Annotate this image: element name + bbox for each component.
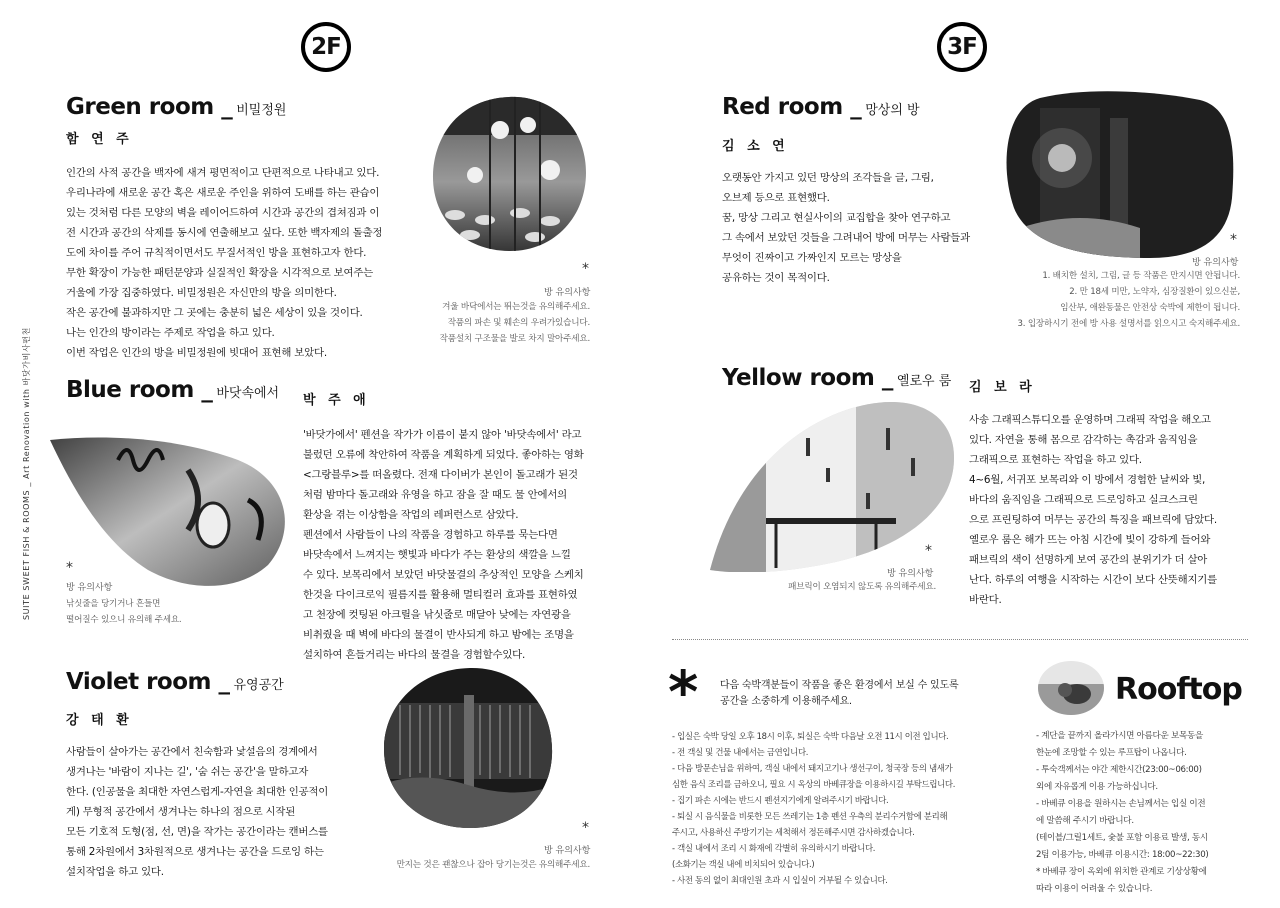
violet-room-photo bbox=[380, 665, 556, 831]
blue-room-note-star: * bbox=[66, 560, 73, 576]
red-room-title-ko: 망상의 방 bbox=[865, 103, 920, 118]
red-room-photo bbox=[1000, 88, 1236, 260]
blue-room-description: '바닷가에서' 펜션을 작가가 이름이 붙지 않아 '바닷속에서' 라고 불렀던 오류에 착안하여 작품을 계획하게 되었다. 좋아하는 영화 <그랑블루>를 떠올렸다. 전재 다이버가 본인이 돌고래가 된것 처럼 밤마다 돌고래와 유영을 하고 잠을 잘 때도 물 안에서의 환상을 겪는 이상함을 작업의 레퍼런스로 삼았다. 펜션에서 사람들이 나의 작품을 경험하고 하루를 묵는다면 바닷속에서 느껴지는 햇빛과 바다가 주는 환상의 색깔을 느낄 수 있다. 보목리에서 보았던 바닷물결의 추상적인 모양을 스케치 한것을 다이크로익 필름지를 활용해 멀티컬러 효과를 표현하였 고 천장에 컷팅된 아크릴을 낚싯줄로 매달아 낮에는 자연광을 비취줬을 때 벽에 바다의 물결이 반사되게 하고 밤에는 조명을 설치하여 흔들거리는 바다의 물결을 경험할수있다. bbox=[303, 429, 584, 661]
green-room-title-ko: 비밀정원 bbox=[236, 103, 287, 118]
yellow-room-title-ko: 옐로우 룸 bbox=[896, 374, 952, 389]
red-room-title-en: Red room _ bbox=[722, 94, 862, 120]
yellow-room-note-star: * bbox=[925, 543, 932, 559]
green-room-note-star: * bbox=[582, 261, 589, 277]
yellow-room-title-en: Yellow room _ bbox=[722, 365, 893, 391]
blue-room-title-ko: 바닷속에서 bbox=[216, 386, 280, 401]
blue-room-note-label: 방 유의사항 bbox=[66, 583, 113, 593]
green-room-photo bbox=[430, 95, 588, 253]
guide-rules: - 입실은 숙박 당일 오후 18시 이후, 퇴실은 숙박 다음날 오전 11시 이전 입니다. - 전 객실 및 건물 내에서는 금연입니다. - 다음 방문손님을 위하여, 객실 내에서 돼지고기나 생선구이, 청국장 등의 냄새가 심한 음식 조리를 금하오니, 필요 시 옥상의 바베큐장을 이용하시길 부탁드립니다. - 집기 파손 시에는 반드시 펜션지기에게 알려주시기 바랍니다. - 퇴실 시 음식물을 비롯한 모든 쓰레기는 1층 펜션 우측의 분리수거함에 분리해 주시고, 사용하신 주방기기는 세척해서 정돈해주시면 감사하겠습니다. - 객실 내에서 조리 시 화재에 각별히 유의하시기 바랍니다. (소화기는 객실 내에 비치되어 있습니다.) - 사전 동의 없이 최대인원 초과 시 입실이 거부될 수 있습니다. bbox=[672, 731, 956, 885]
green-room-title-en: Green room _ bbox=[66, 94, 233, 120]
red-room-notes: 1. 배치한 설치, 그림, 글 등 작품은 만지시면 안됩니다. 2. 만 18세 미만, 노약자, 심장질환이 있으신분, 임산부, 애완동물은 안전상 숙박에 제한이 됩니다. 3. 입장하시기 전에 방 사용 설명서를 읽으시고 숙지해주세요. bbox=[1017, 271, 1240, 329]
green-room-notes: 겨울 바닥에서는 뛰는것을 유의해주세요. 작품의 파손 및 훼손의 우려가있습니다. 작품설치 구조물을 발로 차지 말아주세요. bbox=[439, 302, 590, 344]
red-room-note-star: * bbox=[1230, 232, 1237, 248]
yellow-room-note-label: 방 유의사항 bbox=[887, 569, 934, 579]
yellow-room-photo bbox=[706, 398, 956, 572]
green-room-description: 인간의 사적 공간을 백자에 새겨 평면적이고 단편적으로 나타내고 있다. 우리나라에 새로운 공간 혹은 새로운 주인을 위하여 도배를 하는 관습이 있는 것처럼 다른 모양의 벽을 레이어드하여 시간과 공간의 겹쳐짐과 이 전 시간과 공간의 삭제를 동시에 연출해보고 싶다. 또한 백자제의 돌출정 도에 차이를 주어 규칙적이면서도 무질서적인 방을 표현하고자 한다. 무한 확장이 가능한 패턴문양과 실질적인 확장을 시각적으로 보여주는 거울에 가장 집중하였다. 비밀정원은 자신만의 방을 의미한다. 작은 공간에 불과하지만 그 곳에는 충분히 넓은 세상이 있을 것이다. 나는 인간의 방이라는 주제로 작업을 하고 있다. 이번 작업은 인간의 방을 비밀정원에 빗대어 표현해 보았다. bbox=[66, 167, 383, 359]
blue-room-title bbox=[66, 377, 279, 403]
blue-room-title-en: Blue room _ bbox=[66, 377, 213, 403]
blue-room-photo bbox=[48, 430, 292, 590]
violet-room-note-star: * bbox=[582, 820, 589, 836]
rooftop-photo bbox=[1037, 660, 1105, 716]
violet-room-title bbox=[66, 669, 284, 695]
red-room-note-label: 방 유의사항 bbox=[1192, 258, 1239, 268]
guide-intro: 다음 숙박객분들이 작품을 좋은 환경에서 보실 수 있도록 공간을 소중하게 이용해주세요. bbox=[720, 680, 959, 707]
red-room-title bbox=[722, 94, 920, 120]
green-room-note-label: 방 유의사항 bbox=[544, 288, 591, 298]
blue-room-artist: 박 주 애 bbox=[303, 393, 370, 408]
blue-room-notes: 낚싯줄을 당기거나 흔들면 떨어질수 있으니 유의해 주세요. bbox=[66, 599, 182, 625]
yellow-room-artist: 김 보 라 bbox=[969, 380, 1036, 395]
violet-room-title-en: Violet room _ bbox=[66, 669, 230, 695]
floor-badge-2f: 2F bbox=[301, 22, 351, 72]
red-room-artist: 김 소 연 bbox=[722, 139, 789, 154]
violet-room-notes: 만지는 것은 괜찮으나 잡아 당기는것은 유의해주세요. bbox=[396, 860, 590, 870]
violet-room-title-ko: 유영공간 bbox=[233, 678, 284, 693]
green-room-artist: 함 연 주 bbox=[66, 132, 133, 147]
yellow-room-notes: 패브릭이 오염되지 않도록 유의해주세요. bbox=[788, 582, 936, 592]
yellow-room-title bbox=[722, 365, 951, 391]
violet-room-artist: 강 태 환 bbox=[66, 713, 133, 728]
yellow-room-description: 사송 그래픽스튜디오를 운영하며 그래픽 작업을 해오고 있다. 자연을 통해 몸으로 감각하는 촉감과 움직임을 그래픽으로 표현하는 작업을 하고 있다. 4~6월, 서귀포 보목리와 이 방에서 경험한 날씨와 빛, 바다의 움직임을 그래픽으로 드로잉하고 실크스크린 으로 프린팅하여 머무는 공간의 특징을 패브릭에 담았다. 옐로우 룸은 해가 뜨는 아침 시간에 빛이 강하게 들어와 패브릭의 색이 선명하게 보여 공간의 분위기가 더 살아 난다. 하루의 여행을 시작하는 시간이 보다 산뜻해지기를 바란다. bbox=[969, 414, 1217, 606]
green-room-title bbox=[66, 94, 286, 120]
violet-room-note-label: 방 유의사항 bbox=[544, 846, 591, 856]
violet-room-description: 사람들이 살아가는 공간에서 친숙함과 낯설음의 경계에서 생겨나는 '바람이 지나는 길', '숨 쉬는 공간'을 말하고자 한다. (인공물을 최대한 자연스럽게-자연을 최대한 인공적이 게) 무형적 공간에서 생겨나는 하나의 점으로 시작된 모든 기호적 도형(점, 선, 면)을 작가는 공간이라는 캔버스를 통해 2차원에서 3차원적으로 생겨나는 공간을 드로잉 하는 설치작업을 하고 있다. bbox=[66, 746, 329, 878]
floor-badge-3f: 3F bbox=[937, 22, 987, 72]
guide-big-star: * bbox=[668, 658, 699, 726]
side-caption: SUITE SWEET FISH & ROOMS _ Art Renovation with 바닷가비사편천 bbox=[22, 327, 31, 620]
rooftop-title: Rooftop bbox=[1115, 672, 1242, 707]
section-divider bbox=[672, 639, 1248, 640]
rooftop-rules: - 계단을 끝까지 올라가시면 아름다운 보목동을 한눈에 조망할 수 있는 루프탑이 나옵니다. - 투숙객께서는 야간 제한시간(23:00~06:00) 외에 자유롭게 이용 가능하십니다. - 바베큐 이용을 원하시는 손님께서는 입실 이전 에 말씀해 주시기 바랍니다. (테이블/그릴1세트, 숯불 포함 이용료 발생, 동시 2팀 이용가능, 바베큐 이용시간: 18:00~22:30) * 바베큐 장이 옥외에 위치한 관계로 기상상황에 따라 이용이 어려울 수 있습니다. bbox=[1036, 731, 1209, 894]
red-room-description: 오랫동안 가지고 있던 망상의 조각들을 글, 그림, 오브제 등으로 표현했다. 꿈, 망상 그리고 현실사이의 교집합을 찾아 연구하고 그 속에서 보았던 것들을 그려내어 방에 머무는 사람들과 무엇이 진짜이고 가짜인지 모르는 망상을 공유하는 것이 목적이다. bbox=[722, 172, 970, 284]
